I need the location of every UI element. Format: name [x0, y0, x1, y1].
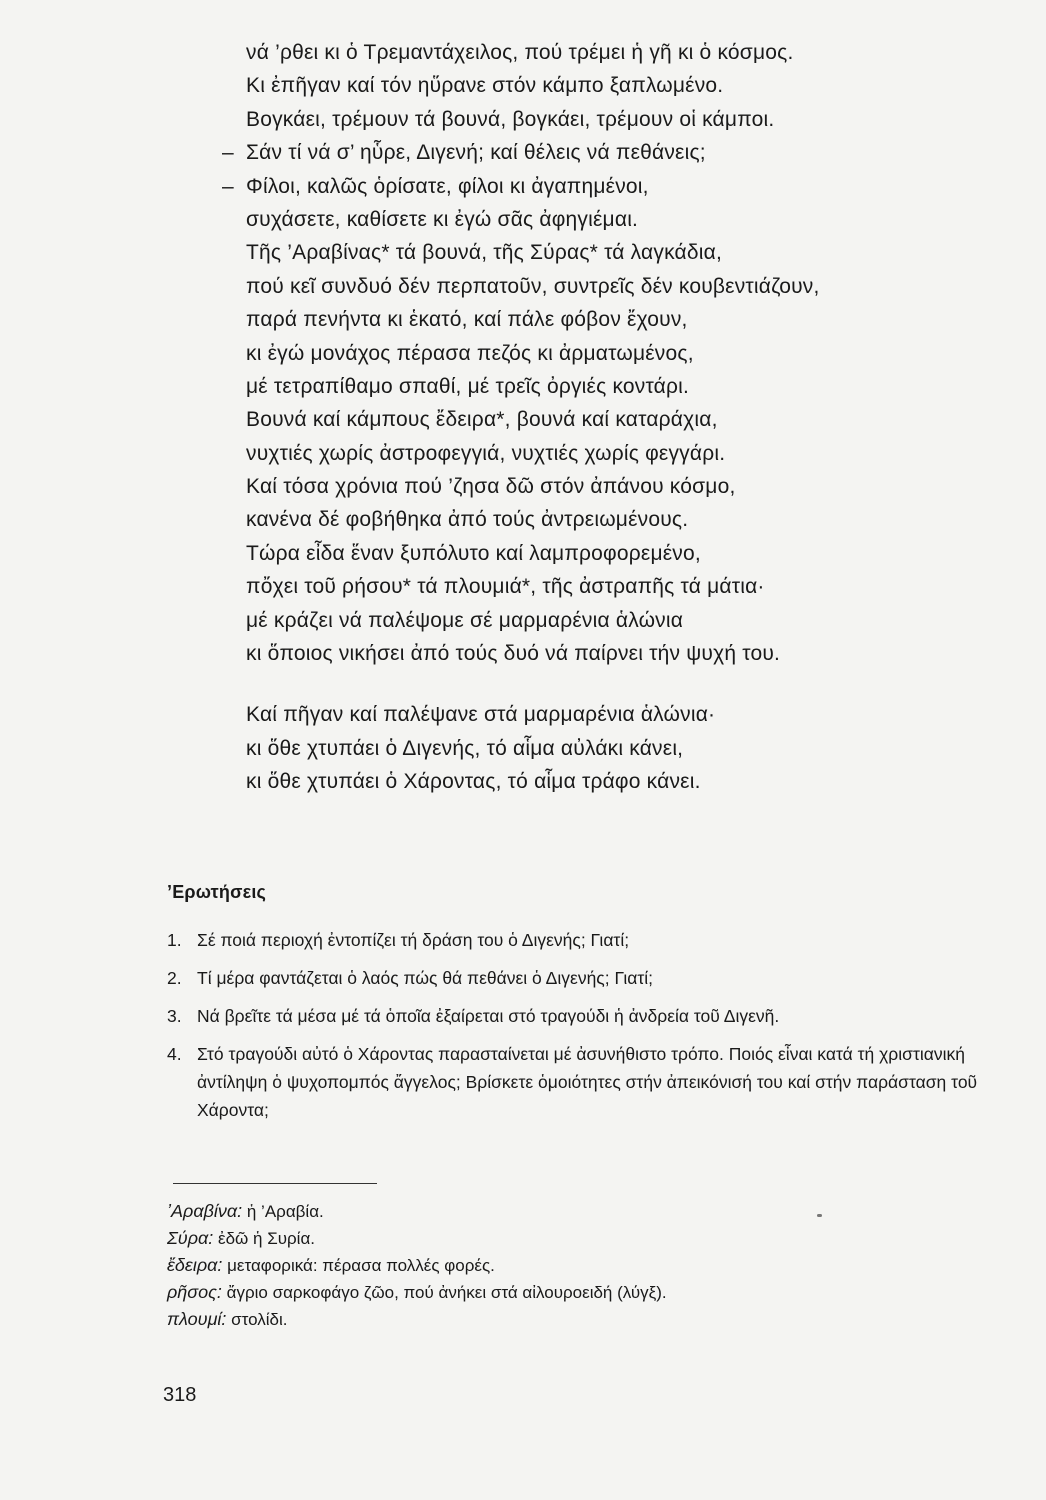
glossary [167, 1198, 967, 1333]
glossary-definition: ἡ ’Αραβία. [242, 1202, 324, 1221]
glossary-term: ’Αραβίνα: [167, 1201, 243, 1221]
question-text: Στό τραγούδι αὐτό ὁ Χάροντας παρασταίνεται μέ ἀσυνήθιστο τρόπο. Ποιός εἶναι κατά τή χριστιανική ἀντίληψη ὁ ψυχοπομπός ἄγγελος; Βρίσκετε ὁμοιότητες στήν ἀπεικόνισή του καί στήν παράσταση τοῦ Χάροντα; [197, 1044, 978, 1120]
glossary-entry [167, 1306, 967, 1333]
poem-stanza-1 [222, 36, 1022, 670]
poem-line: συχάσετε, καθίσετε κι ἐγώ σᾶς ἀφηγιέμαι. [246, 207, 639, 231]
question-number: 2. [167, 968, 182, 988]
glossary-entry [167, 1225, 967, 1252]
question-number: 1. [167, 930, 182, 950]
stanza-gap [222, 670, 1022, 698]
glossary-term: ἔδειρα: [167, 1255, 223, 1275]
glossary-definition: στολίδι. [226, 1310, 288, 1329]
glossary-definition: ἐδῶ ἡ Συρία. [213, 1229, 316, 1248]
question-number: 3. [167, 1006, 182, 1026]
print-speck [817, 1214, 822, 1217]
question-text: Τί μέρα φαντάζεται ὁ λαός πώς θά πεθάνει ὁ Διγενής; Γιατί; [197, 968, 654, 988]
question-number: 4. [167, 1044, 182, 1064]
questions-heading: ’Ερωτήσεις [167, 882, 267, 902]
poem-line: μέ τετραπίθαμο σπαθί, μέ τρεῖς ὀργιές κοντάρι. [246, 374, 690, 398]
question-item [167, 1040, 1027, 1124]
page-number: 318 [163, 1384, 197, 1406]
poem-line: Καί τόσα χρόνια πού ’ζησα δῶ στόν ἀπάνου κόσμο, [246, 475, 736, 499]
glossary-entry [167, 1198, 967, 1225]
question-text: Νά βρεῖτε τά μέσα μέ τά ὁποῖα ἐξαίρεται στό τραγούδι ἡ ἀνδρεία τοῦ Διγενῆ. [197, 1006, 780, 1026]
poem-line: κι ὅθε χτυπάει ὁ Χάροντας, τό αἷμα τράφο κάνει. [246, 770, 701, 794]
poem-text [222, 36, 1022, 799]
poem-line: μέ κράζει νά παλέψομε σέ μαρμαρένια ἁλώνια [246, 608, 684, 632]
poem-line: κι ὅποιος νικήσει ἀπό τούς δυό νά παίρνει τήν ψυχή του. [246, 642, 781, 666]
glossary-term: ρῆσος: [167, 1282, 222, 1302]
poem-line: Τώρα εἶδα ἕναν ξυπόλυτο καί λαμπροφορεμένο, [246, 541, 701, 565]
poem-line: Τῆς ’Αραβίνας* τά βουνά, τῆς Σύρας* τά λαγκάδια, [246, 241, 722, 265]
poem-line: Κι ἐπῆγαν καί τόν ηὕρανε στόν κάμπο ξαπλωμένο. [246, 74, 724, 98]
poem-line: νά ’ρθει κι ὁ Τρεμαντάχειλος, πού τρέμει ἡ γῆ κι ὁ κόσμος. [246, 41, 794, 64]
glossary-definition: ἄγριο σαρκοφάγο ζῶο, πού ἀνήκει στά αἰλουροειδή (λύγξ). [221, 1283, 667, 1302]
question-item [167, 926, 1027, 954]
poem-line: κι ὅθε χτυπάει ὁ Διγενής, τό αἷμα αὐλάκι κάνει, [246, 736, 684, 760]
questions-list [167, 926, 1027, 1134]
poem-line: πὄχει τοῦ ρήσου* τά πλουμιά*, τῆς ἀστραπῆς τά μάτια· [246, 575, 765, 599]
poem-line: νυχτιές χωρίς ἀστροφεγγιά, νυχτιές χωρίς φεγγάρι. [246, 441, 726, 465]
poem-line: πού κεῖ συνδυό δέν περπατοῦν, συντρεῖς δέν κουβεντιάζουν, [246, 274, 820, 298]
question-item [167, 964, 1027, 992]
poem-stanza-2 [222, 698, 1022, 798]
poem-line: – Φίλοι, καλῶς ὁρίσατε, φίλοι κι ἀγαπημένοι, [222, 174, 649, 198]
glossary-term: πλουμί: [167, 1309, 227, 1329]
glossary-entry [167, 1279, 967, 1306]
glossary-term: Σύρα: [167, 1228, 214, 1248]
poem-line: παρά πενήντα κι ἑκατό, καί πάλε φόβον ἔχουν, [246, 308, 688, 332]
glossary-definition: μεταφορικά: πέρασα πολλές φορές. [222, 1256, 495, 1275]
glossary-entry [167, 1252, 967, 1279]
footnote-divider [173, 1183, 377, 1184]
poem-line: κι ἐγώ μονάχος πέρασα πεζός κι ἀρματωμένος, [246, 341, 694, 365]
question-text: Σέ ποιά περιοχή ἐντοπίζει τή δράση του ὁ Διγενής; Γιατί; [197, 930, 630, 950]
poem-line: Καί πῆγαν καί παλέψανε στά μαρμαρένια ἁλώνια· [246, 703, 716, 727]
question-item [167, 1002, 1027, 1030]
poem-line: Βουνά καί κάμπους ἔδειρα*, βουνά καί καταράχια, [246, 408, 718, 432]
poem-line: – Σάν τί νά σ’ ηὗρε, Διγενή; καί θέλεις νά πεθάνεις; [222, 141, 706, 165]
poem-line: κανένα δέ φοβήθηκα ἀπό τούς ἀντρειωμένους. [246, 508, 689, 532]
poem-line: Βογκάει, τρέμουν τά βουνά, βογκάει, τρέμουν οἱ κάμποι. [246, 107, 775, 131]
